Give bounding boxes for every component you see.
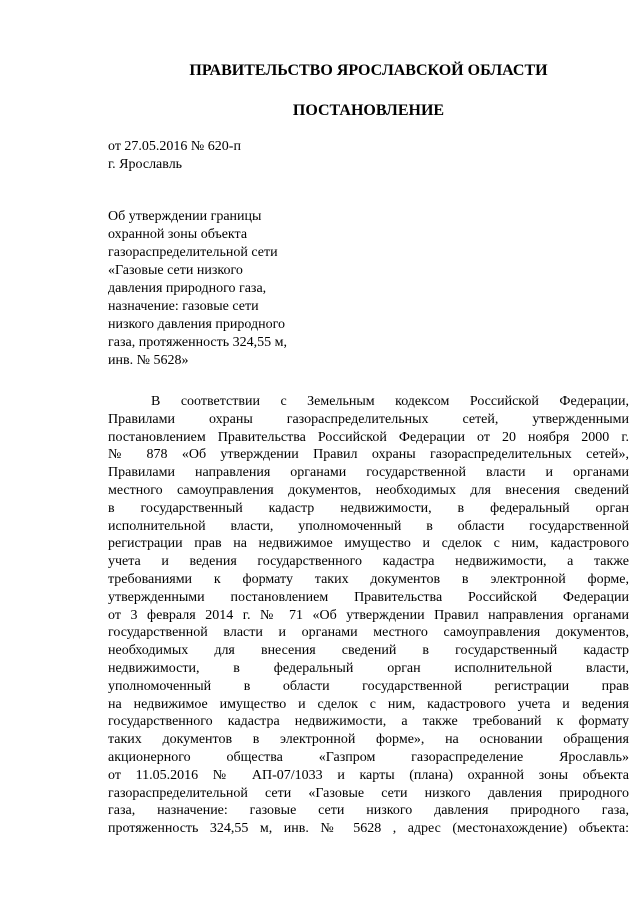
body-line: В соответствии с Земельным кодексом Российской Федерации, xyxy=(151,394,629,409)
body-line: от 3 февраля 2014 г. № 71 «Об утверждении Правил направления органами xyxy=(108,607,629,623)
body-line: от 11.05.2016 № АП-07/1033 и карты (плана) охранной зоны объекта xyxy=(108,767,629,783)
city-line: г. Ярославль xyxy=(108,157,183,172)
body-line: газа, назначение: газовые сети низкого давления природного газа, xyxy=(108,803,629,819)
government-title: ПРАВИТЕЛЬСТВО ЯРОСЛАВСКОЙ ОБЛАСТИ xyxy=(189,62,548,79)
body-line: утвержденными постановлением Правительства Российской Федерации xyxy=(108,589,629,605)
document-meta xyxy=(108,138,241,174)
document-body xyxy=(108,393,629,838)
date-number-line: от 27.05.2016 № 620-п xyxy=(108,139,241,154)
subject-line: газораспределительной сети xyxy=(108,245,278,260)
body-line: необходимых для внесения сведений в государственный кадастр xyxy=(108,643,629,659)
body-line: № 878 «Об утверждении Правил охраны газораспределительных сетей», xyxy=(108,447,629,463)
document-type-title: ПОСТАНОВЛЕНИЕ xyxy=(292,102,445,119)
body-line: на недвижимое имущество и сделок с ним, кадастрового учета и ведения xyxy=(108,696,629,712)
body-line: местного самоуправления документов, необходимых для внесения сведений xyxy=(108,482,629,498)
body-line: таких документов в электронной форме», на основании обращения xyxy=(108,732,629,748)
body-line: акционерного общества «Газпром газораспределение Ярославль» xyxy=(108,749,629,765)
body-line: исполнительной власти, уполномоченный в области государственной xyxy=(108,518,629,534)
body-line: протяженность 324,55 м, инв. № 5628 , адрес (местонахождение) объекта: xyxy=(108,821,629,837)
body-line: в государственный кадастр недвижимости, в федеральный орган xyxy=(108,500,629,516)
body-line: Правилами охраны газораспределительных сетей, утвержденными xyxy=(108,411,629,427)
body-line: учета и ведения государственного кадастра недвижимости, а также xyxy=(108,554,629,570)
subject-line: «Газовые сети низкого xyxy=(108,263,243,278)
body-line: государственной власти и органами местного самоуправления документов, xyxy=(108,625,629,641)
subject-line: давления природного газа, xyxy=(108,281,267,296)
subject-line: инв. № 5628» xyxy=(108,353,189,368)
body-line: государственного кадастра недвижимости, а также требований к формату xyxy=(108,714,629,730)
body-line: регистрации прав на недвижимое имущество и сделок с ним, кадастрового xyxy=(108,536,629,552)
body-line: уполномоченный в области государственной регистрации прав xyxy=(108,678,629,694)
document-subject xyxy=(108,208,287,370)
subject-line: охранной зоны объекта xyxy=(108,227,248,242)
body-line: недвижимости, в федеральный орган исполнительной власти, xyxy=(108,660,629,676)
subject-line: газа, протяженность 324,55 м, xyxy=(108,335,287,350)
body-line: Правилами направления органами государственной власти и органами xyxy=(108,465,629,481)
body-line: газораспределительной сети «Газовые сети низкого давления природного xyxy=(108,785,629,801)
subject-line: низкого давления природного xyxy=(108,317,285,332)
body-line: требованиями к формату таких документов в электронной форме, xyxy=(108,571,629,587)
body-line: постановлением Правительства Российской Федерации от 20 ноября 2000 г. xyxy=(108,429,629,445)
subject-line: Об утверждении границы xyxy=(108,209,262,224)
subject-line: назначение: газовые сети xyxy=(108,299,259,314)
